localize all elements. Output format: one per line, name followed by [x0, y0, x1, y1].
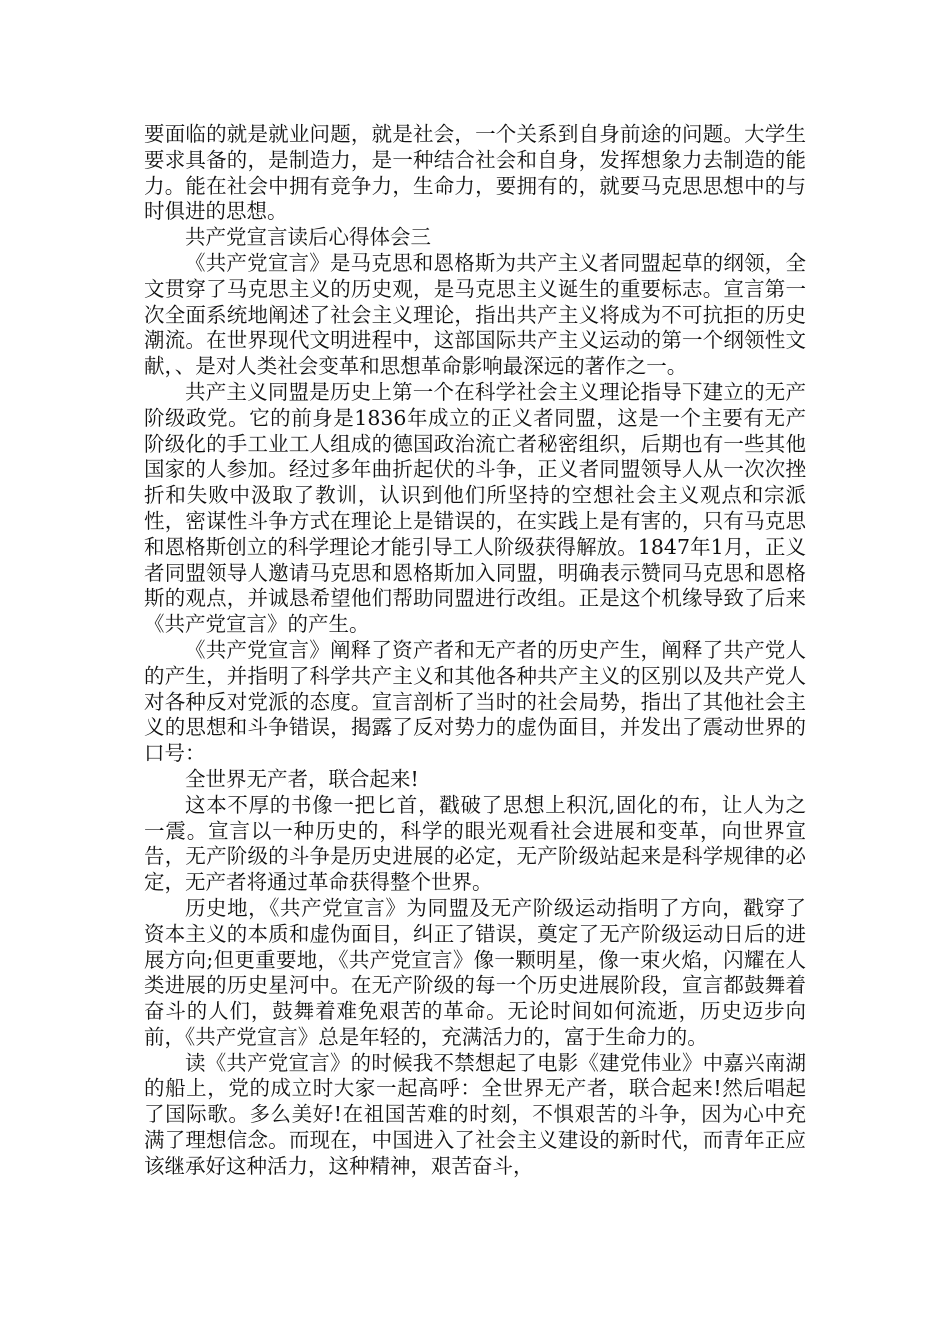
section-heading: 共产党宣言读后心得体会三	[185, 225, 431, 250]
paragraph-1: 要面临的就是就业问题，就是社会，一个关系到自身前途的问题。大学生要求具备的，是制造力，是一种结合社会和自身，发挥想象力去制造的能力。能在社会中拥有竞争力，生命力，要拥有的，就要马克思思想中的与时俱进的思想。	[144, 122, 806, 224]
document-page	[144, 122, 806, 1180]
paragraph-7: 这本不厚的书像一把匕首，戳破了思想上积沉,固化的布，让人为之一震。宣言以一种历史的，科学的眼光观看社会进展和变革，向世界宣告，无产阶级的斗争是历史进展的必定，无产阶级站起来是科学规律的必定，无产者将通过革命获得整个世界。	[144, 792, 806, 895]
paragraph-3: 《共产党宣言》是马克思和恩格斯为共产主义者同盟起草的纲领，全文贯穿了马克思主义的历史观，是马克思主义诞生的重要标志。宣言第一次全面系统地阐述了社会主义理论，指出共产主义将成为不可抗拒的历史潮流。在世界现代文明进程中，这部国际共产主义运动的第一个纲领性文献，、是对人类社会变革和思想革命影响最深远的著作之一。	[144, 250, 806, 379]
paragraph-9: 读《共产党宣言》的时候我不禁想起了电影《建党伟业》中嘉兴南湖的船上，党的成立时大家一起高呼：全世界无产者，联合起来!然后唱起了国际歌。多么美好!在祖国苦难的时刻，不惧艰苦的斗争，因为心中充满了理想信念。而现在，中国进入了社会主义建设的新时代，而青年正应该继承好这种活力，这种精神，艰苦奋斗，	[144, 1050, 806, 1178]
paragraph-4: 共产主义同盟是历史上第一个在科学社会主义理论指导下建立的无产阶级政党。它的前身是1836年成立的正义者同盟，这是一个主要有无产阶级化的手工业工人组成的德国政治流亡者秘密组织，后期也有一些其他国家的人参加。经过多年曲折起伏的斗争，正义者同盟领导人从一次次挫折和失败中汲取了教训，认识到他们所坚持的空想社会主义观点和宗派性，密谋性斗争方式在理论上是错误的，在实践上是有害的，只有马克思和恩格斯创立的科学理论才能引导工人阶级获得解放。1847年1月，正义者同盟领导人邀请马克思和恩格斯加入同盟，明确表示赞同马克思和恩格斯的观点，并诚恳希望他们帮助同盟进行改组。正是这个机缘导致了后来《共产党宣言》的产生。	[144, 379, 806, 637]
paragraph-8: 历史地，《共产党宣言》为同盟及无产阶级运动指明了方向，戳穿了资本主义的本质和虚伪面目，纠正了错误，奠定了无产阶级运动日后的进展方向;但更重要地，《共产党宣言》像一颗明星，像一束火焰，闪耀在人类进展的历史星河中。在无产阶级的每一个历史进展阶段，宣言都鼓舞着奋斗的人们，鼓舞着难免艰苦的革命。无论时间如何流逝，历史迈步向前，《共产党宣言》总是年轻的，充满活力的，富于生命力的。	[144, 895, 806, 1049]
slogan-line: 全世界无产者，联合起来!	[185, 766, 419, 791]
paragraph-5: 《共产党宣言》阐释了资产者和无产者的历史产生，阐释了共产党人的产生，并指明了科学共产主义和其他各种共产主义的区别以及共产党人对各种反对党派的态度。宣言剖析了当时的社会局势，指出了其他社会主义的思想和斗争错误，揭露了反对势力的虚伪面目，并发出了震动世界的口号：	[144, 637, 806, 766]
